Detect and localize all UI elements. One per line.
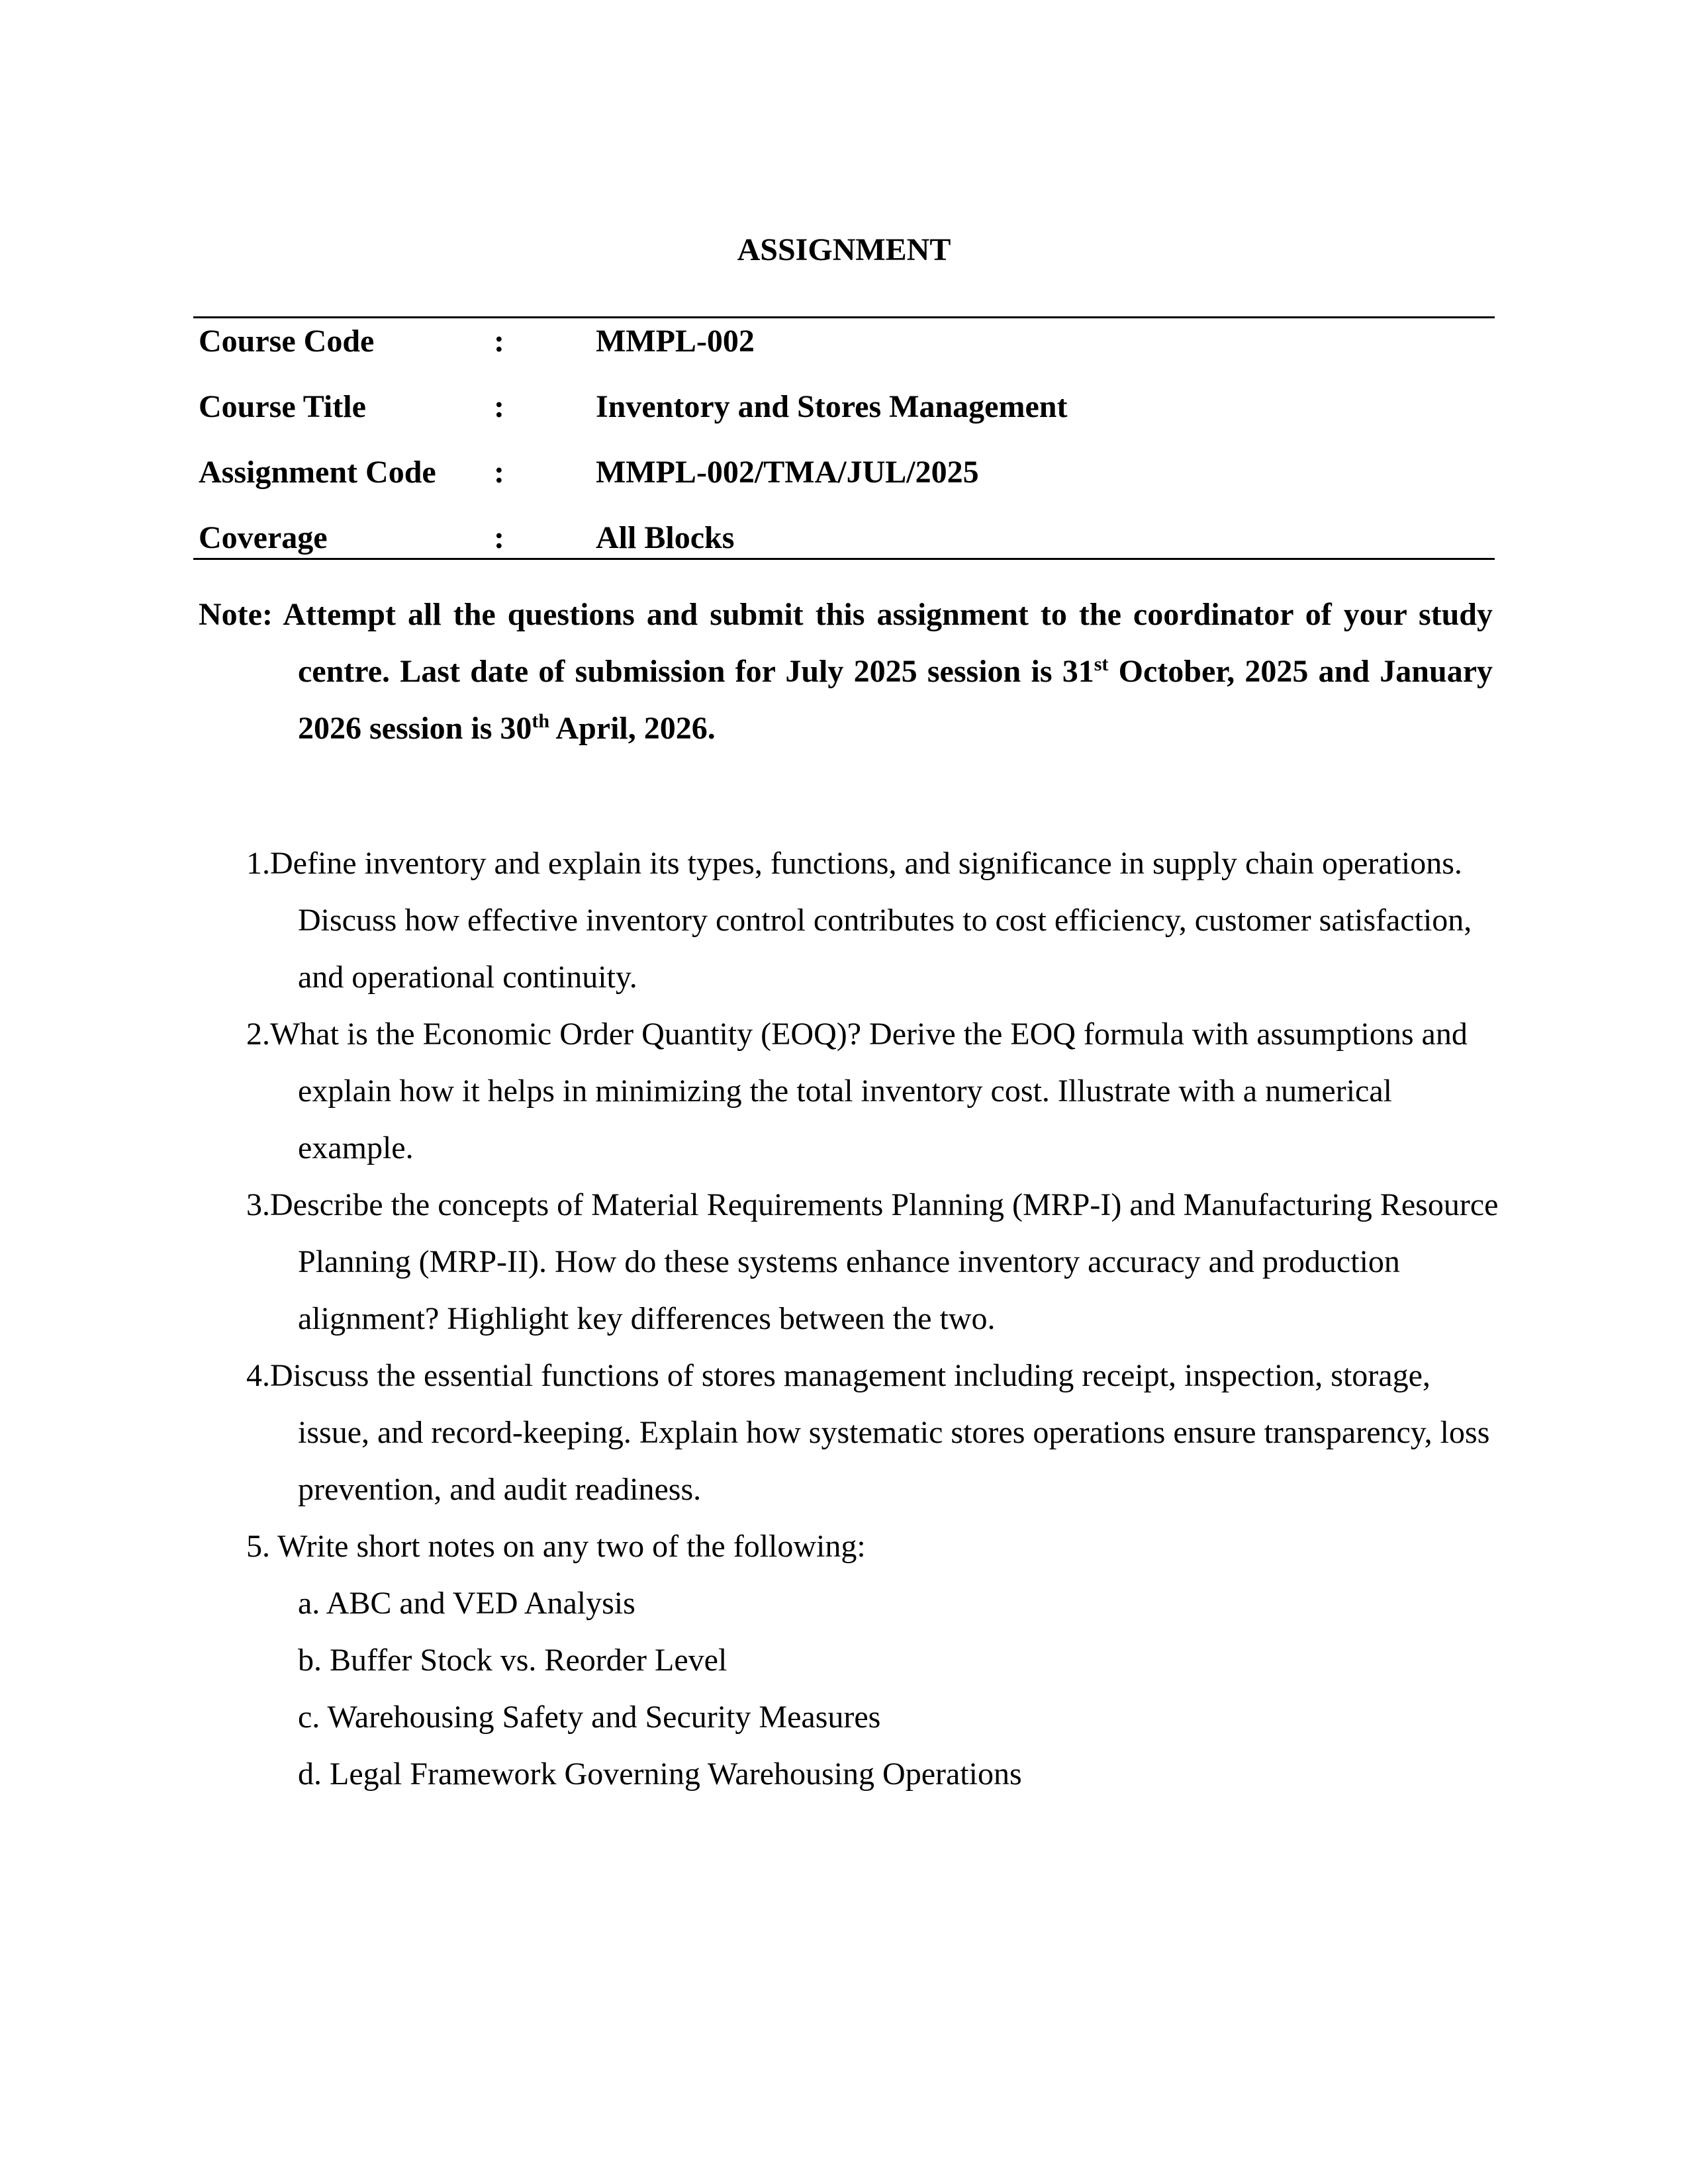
question-5-text: 5. Write short notes on any two of the following: bbox=[246, 1529, 866, 1564]
question-2: 2.What is the Economic Order Quantity (EOQ)? Derive the EOQ formula with assumptions and explain how it helps in minimizing the total inventory cost. Illustrate with a numerical example. bbox=[246, 1017, 1468, 1165]
course-title-row bbox=[199, 387, 1489, 453]
note-superscript-2: th bbox=[532, 710, 550, 732]
note-text-part2: October, 2025 and January 2026 session is 30 bbox=[298, 654, 1493, 746]
course-code-row bbox=[199, 322, 1489, 387]
question-list bbox=[246, 835, 1504, 1803]
question-1: 1.Define inventory and explain its types, functions, and significance in supply chain operations. Discuss how effective inventory control contributes to cost efficiency, customer satisfaction, and operational continuity. bbox=[246, 846, 1472, 995]
bottom-rule bbox=[193, 558, 1495, 560]
short-notes-options bbox=[298, 1575, 1504, 1803]
top-rule bbox=[193, 316, 1495, 318]
course-title-separator: : bbox=[494, 389, 504, 424]
option-b: b. Buffer Stock vs. Reorder Level bbox=[298, 1643, 727, 1678]
option-d: d. Legal Framework Governing Warehousing Operations bbox=[298, 1756, 1022, 1792]
coverage-value: All Blocks bbox=[596, 520, 735, 555]
option-a: a. ABC and VED Analysis bbox=[298, 1586, 635, 1621]
course-details-table bbox=[199, 322, 1489, 584]
option-c: c. Warehousing Safety and Security Measures bbox=[298, 1700, 881, 1735]
assignment-code-label: Assignment Code bbox=[199, 455, 436, 490]
question-3: 3.Describe the concepts of Material Requirements Planning (MRP-I) and Manufacturing Resource Planning (MRP-II). How do these systems enhance inventory accuracy and production alignment? Highlight key differences between the two. bbox=[246, 1187, 1499, 1336]
page-title: ASSIGNMENT bbox=[737, 232, 951, 267]
question-4: 4.Discuss the essential functions of stores management including receipt, inspection, storage, issue, and record-keeping. Explain how systematic stores operations ensure transparency, loss prevention, and audit readiness. bbox=[246, 1358, 1490, 1507]
note-superscript-1: st bbox=[1094, 653, 1109, 675]
assignment-code-row bbox=[199, 453, 1489, 518]
coverage-label: Coverage bbox=[199, 520, 328, 555]
note-text-part3: April, 2026. bbox=[549, 711, 716, 746]
question-5 bbox=[246, 1518, 1504, 1803]
course-title-value: Inventory and Stores Management bbox=[596, 389, 1068, 424]
course-code-value: MMPL-002 bbox=[596, 324, 755, 359]
course-code-separator: : bbox=[494, 324, 504, 359]
submission-note bbox=[199, 586, 1493, 757]
note-text-part1: Note: Attempt all the questions and submit this assignment to the coordinator of your study centre. Last date of submission for July 2025 session is 31 bbox=[199, 597, 1493, 689]
course-title-label: Course Title bbox=[199, 389, 366, 424]
course-code-label: Course Code bbox=[199, 324, 375, 359]
coverage-separator: : bbox=[494, 520, 504, 555]
assignment-code-separator: : bbox=[494, 455, 504, 490]
coverage-row bbox=[199, 518, 1489, 584]
assignment-code-value: MMPL-002/TMA/JUL/2025 bbox=[596, 455, 979, 490]
